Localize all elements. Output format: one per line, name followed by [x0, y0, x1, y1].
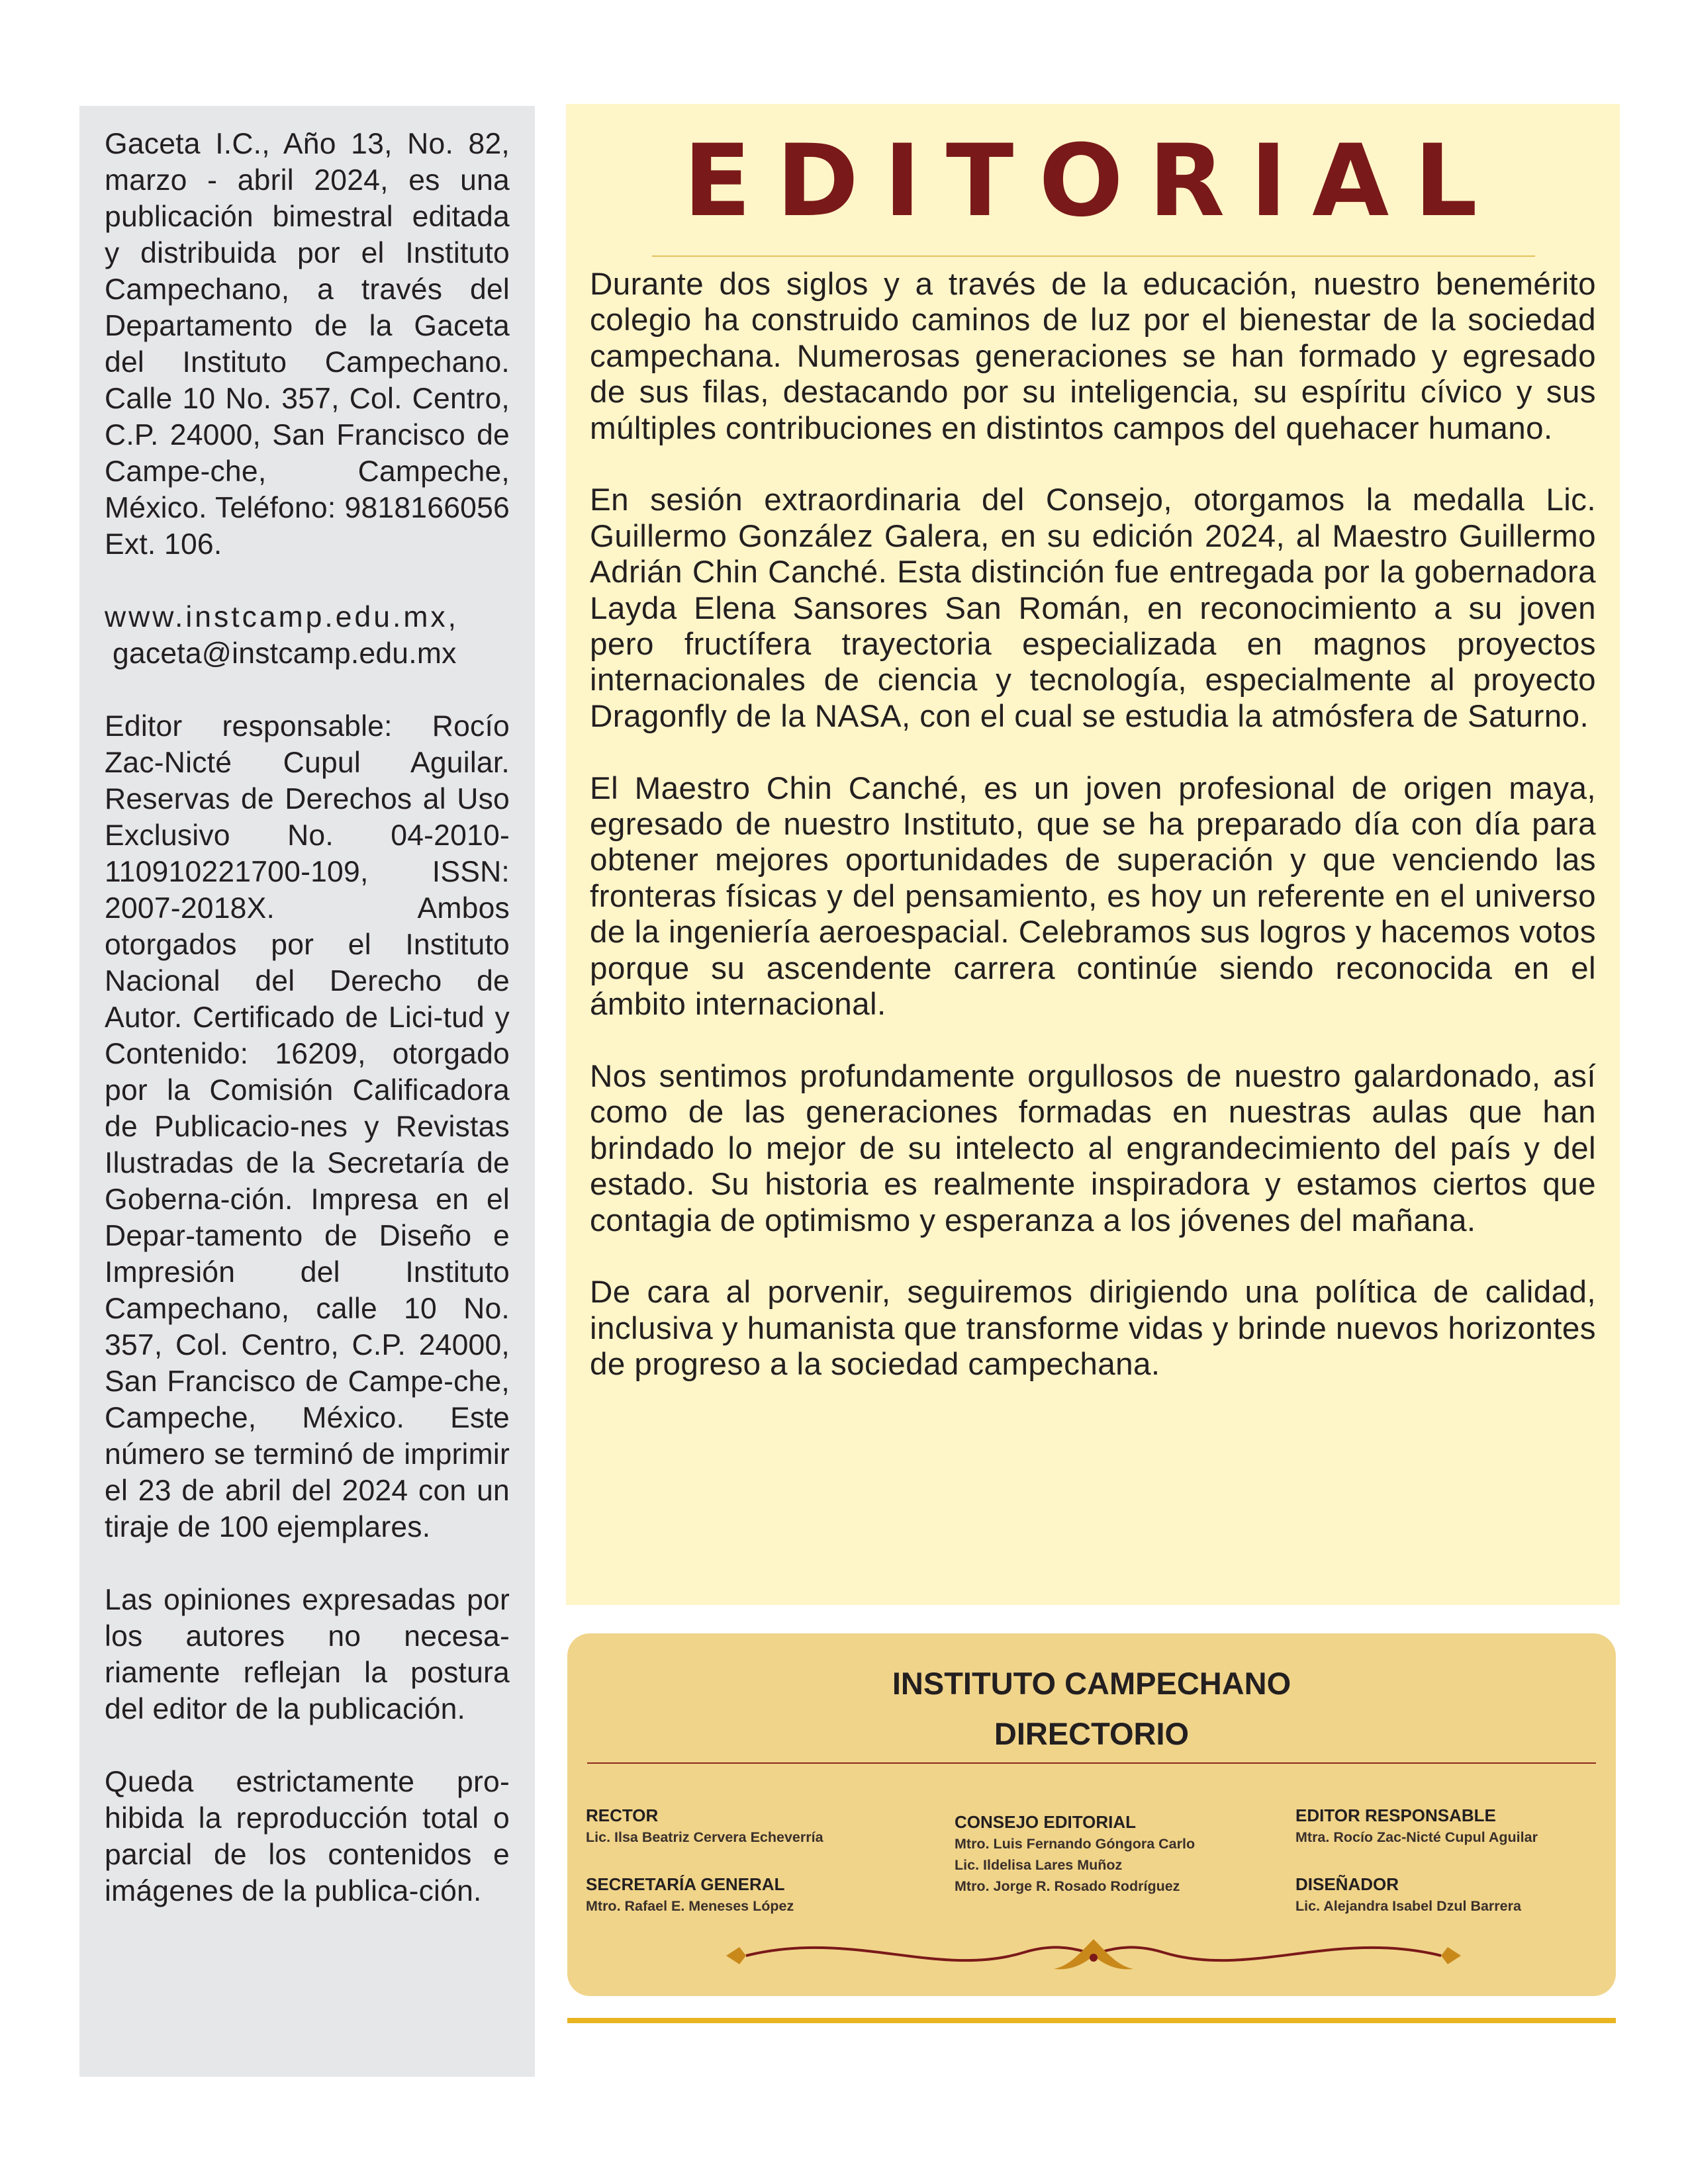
role-label: SECRETARÍA GENERAL: [586, 1874, 785, 1894]
imprint-publication-info: Gaceta I.C., Año 13, No. 82, marzo - abril 2024, es una publicación bimestral editada y distribuida por el Instituto Campechano, a través del Departamento de la Gaceta del Instituto Campechano. Calle 10 No. 357, Col. Centro, C.P. 24000, San Francisco de Campe-che, Campeche, México. Teléfono: 9818166056 Ext. 106.: [105, 128, 510, 561]
editorial-paragraph: En sesión extraordinaria del Consejo, otorgamos la medalla Lic. Guillermo González Galera, en su edición 2024, al Maestro Guillermo Adrián Chin Canché. Esta distinción fue entregada por la gobernadora Layda Elena Sansores San Román, en reconocimiento a su joven pero fructífera trayectoria especializada en magnos proyectos internacionales de ciencia y tecnología, especialmente al proyecto Dragonfly de la NASA, con el cual se estudia la atmósfera de Saturno.: [590, 482, 1596, 734]
imprint-legal-info: Editor responsable: Rocío Zac-Nicté Cupul Aguilar. Reservas de Derechos al Uso Exclusivo No. 04-2010-110910221700-109, ISSN: 2007-2018X. Ambos otorgados por el Instituto Nacional del Derecho de Autor. Certificado de Lici-tud y Contenido: 16209, otorgado por la Comisión Calificadora de Publicacio-nes y Revistas Ilustradas de la Secretaría de Goberna-ción. Impresa en el Depar-tamento de Diseño e Impresión del Instituto Campechano, calle 10 No. 357, Col. Centro, C.P. 24000, San Francisco de Campe-che, Campeche, México. Este número se terminó de imprimir el 23 de abril del 2024 con un tiraje de 100 ejemplares.: [105, 710, 510, 1543]
imprint-sidebar: [79, 106, 535, 2077]
person-name: Mtro. Jorge R. Rosado Rodríguez: [955, 1878, 1180, 1894]
directory-column-left: [586, 1804, 823, 1942]
role-label: DISEÑADOR: [1295, 1874, 1399, 1894]
directory-entry-disenador: [1295, 1873, 1538, 1917]
imprint-disclaimer: Las opiniones expresadas por los autores no necesa-riamente reflejan la postura del editor de la publicación.: [105, 1584, 510, 1725]
directory-title: [567, 1659, 1616, 1759]
role-label: CONSEJO EDITORIAL: [955, 1812, 1137, 1832]
editorial-title: EDITORIAL: [683, 124, 1503, 239]
footer-gold-bar: [567, 2018, 1616, 2023]
directory-column-right: [1295, 1804, 1538, 1942]
directory-entry-rector: [586, 1804, 823, 1848]
person-name: Lic. Ildelisa Lares Muñoz: [955, 1857, 1123, 1873]
role-label: EDITOR RESPONSABLE: [1295, 1805, 1496, 1825]
person-name: Mtro. Rafael E. Meneses López: [586, 1898, 794, 1914]
editorial-paragraph: De cara al porvenir, seguiremos dirigiendo una política de calidad, inclusiva y humanista que transforme vidas y brinde nuevos horizontes de progreso a la sociedad campechana.: [590, 1275, 1596, 1383]
directory-entry-secretaria: [586, 1873, 823, 1917]
title-divider: [652, 255, 1535, 257]
email-link[interactable]: gaceta@instcamp.edu.mx: [113, 637, 457, 670]
person-name: Lic. Alejandra Isabel Dzul Barrera: [1295, 1898, 1521, 1914]
flourish-ornament-icon: [720, 1933, 1468, 1979]
person-name: Mtro. Luis Fernando Góngora Carlo: [955, 1836, 1196, 1852]
editorial-paragraph: Nos sentimos profundamente orgullosos de nuestro galardonado, así como de las generaciones formadas en nuestras aulas que han brindado lo mejor de su intelecto al engrandecimiento del país y del estado. Su historia es realmente inspiradora y estamos ciertos que contagia de optimismo y esperanza a los jóvenes del mañana.: [590, 1058, 1596, 1238]
directory-entry-editor: [1295, 1804, 1538, 1848]
editorial-panel: [566, 104, 1620, 1605]
directory-title-institution: INSTITUTO CAMPECHANO: [892, 1666, 1291, 1701]
website-link[interactable]: www.instcamp.edu.mx,: [105, 601, 459, 633]
imprint-contact: [105, 599, 510, 672]
directory-card: [567, 1633, 1616, 1996]
person-name: Lic. Ilsa Beatriz Cervera Echeverría: [586, 1829, 823, 1845]
imprint-copyright: Queda estrictamente pro-hibida la reproducción total o parcial de los contenidos e imágenes de la publica-ción.: [105, 1766, 510, 1907]
directory-column-center: [955, 1811, 1195, 1922]
directory-entry-consejo: [955, 1811, 1195, 1897]
directory-divider: [587, 1762, 1596, 1764]
role-label: RECTOR: [586, 1805, 659, 1825]
directory-title-heading: DIRECTORIO: [994, 1716, 1190, 1751]
person-name: Mtra. Rocío Zac-Nicté Cupul Aguilar: [1295, 1829, 1538, 1845]
editorial-body: [590, 267, 1596, 1419]
editorial-paragraph: El Maestro Chin Canché, es un joven profesional de origen maya, egresado de nuestro Instituto, que se ha preparado día con día para obtener mejores oportunidades de superación y que venciendo las fronteras físicas y del pensamiento, es hoy un referente en el universo de la ingeniería aeroespacial. Celebramos sus logros y hacemos votos porque su ascendente carrera continúe siendo reconocida en el ámbito internacional.: [590, 770, 1596, 1023]
editorial-paragraph: Durante dos siglos y a través de la educación, nuestro benemérito colegio ha construido caminos de luz por el bienestar de la sociedad campechana. Numerosas generaciones se han formado y egresado de sus filas, destacando por su inteligencia, su espíritu cívico y sus múltiples contribuciones en distintos campos del quehacer humano.: [590, 267, 1596, 446]
